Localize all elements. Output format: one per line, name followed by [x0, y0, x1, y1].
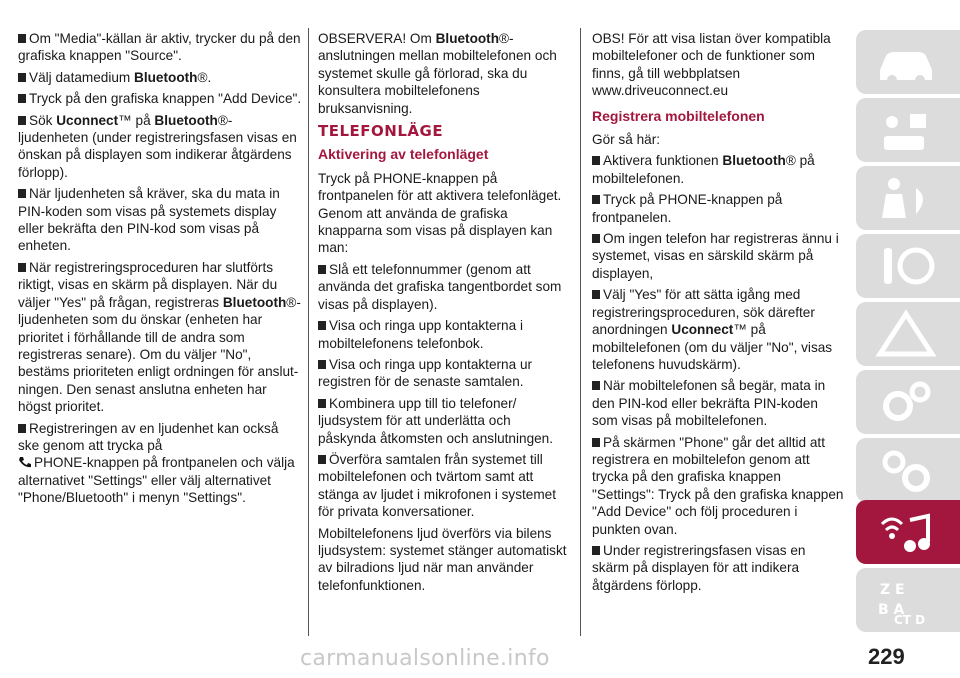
bullet-box	[18, 189, 26, 198]
bullet-box	[318, 321, 326, 330]
bullet-item	[18, 90, 302, 107]
bullet-text: ®.	[197, 69, 212, 85]
bullet-box	[592, 156, 600, 165]
bullet-box	[318, 455, 326, 464]
bullet-box	[592, 438, 600, 447]
bullet-item	[18, 30, 302, 65]
column-divider	[580, 28, 581, 636]
bullet-text: PHONE-knappen på frontpanelen och välja alternativet "Settings" eller välj alternativet "Phone/Bluetooth" i menyn "Settings".	[18, 455, 295, 506]
bullet-text: Aktivera funktionen	[603, 153, 723, 169]
bullet-item	[318, 451, 570, 521]
outro-paragraph: Mobiltelefonens ljud överförs via bilens ljudsystem: systemet stänger automatiskt av bilradions ljud när man använder telefonfunktionen.	[318, 525, 567, 593]
page-number: 229	[868, 644, 905, 669]
bullet-text: Uconnect	[671, 322, 734, 338]
dashboard-lights-icon	[870, 104, 942, 156]
bullet-box	[592, 546, 600, 555]
subsection-heading: Aktivering av telefonläget	[318, 146, 489, 163]
bullet-item	[592, 377, 844, 429]
bullet-text: Tryck på den grafiska knappen "Add Device".	[29, 91, 302, 107]
tab-multimedia[interactable]	[856, 500, 960, 564]
index-letters-icon	[870, 574, 942, 626]
column-left	[18, 30, 302, 511]
gears-icon	[870, 444, 942, 496]
bullet-box	[592, 234, 600, 243]
bullet-text: Om ingen telefon har registreras ännu i systemet, visas en särskild skärm på displayen,	[592, 231, 839, 281]
chapter-sidebar	[856, 0, 960, 678]
bullet-box	[18, 424, 26, 433]
bullet-text: När mobiltelefonen så begär, mata in den PIN-kod eller bekräfta PIN-koden som visas på mobiltelefonen.	[592, 378, 826, 429]
bullet-text: När ljudenheten så kräver, ska du mata in PIN-koden som visas på systemets display eller bekräfta den PIN-kod som visas på enheten.	[18, 186, 280, 254]
tab-technical-data[interactable]	[856, 438, 960, 502]
subsection-heading: Registrera mobiltelefonen	[592, 107, 765, 124]
bullet-text: ® på mobiltelefonen.	[592, 153, 815, 186]
watermark: carmanualsonline.info	[300, 646, 550, 671]
intro-paragraph: Genom att använda de grafiska knapparna som visas på displayen kan man:	[318, 205, 553, 256]
bullet-box	[592, 195, 600, 204]
bullet-text: När registreringsproceduren har slutförts riktigt, visas en skärm på displayen. När du väljer "Yes" på frågan, registreras	[18, 259, 278, 310]
bullet-box	[318, 360, 326, 369]
bullet-text: Under registreringsfasen visas en skärm på displayen för att indikera åtgärdens förlopp.	[592, 542, 806, 593]
tab-dashboard[interactable]	[856, 98, 960, 162]
tab-starting-driving[interactable]	[856, 234, 960, 298]
bullet-text: Välj datamedium	[29, 69, 135, 85]
bullet-box	[18, 116, 26, 125]
tab-emergency[interactable]	[856, 302, 960, 366]
svg-text:B A: B A	[878, 602, 905, 618]
bullet-item	[592, 191, 844, 226]
tab-maintenance[interactable]	[856, 370, 960, 434]
phone-icon	[18, 455, 34, 470]
bullet-text: Bluetooth	[134, 69, 198, 85]
bullet-text: Uconnect	[56, 112, 119, 128]
bullet-text: Tryck på PHONE-knappen på frontpanelen.	[592, 192, 783, 225]
bullet-item	[318, 261, 570, 313]
column-right	[592, 30, 844, 598]
bullet-item	[592, 542, 844, 594]
key-steering-icon	[870, 240, 942, 292]
multimedia-icon	[870, 506, 942, 558]
bullet-box	[592, 290, 600, 299]
bullet-item	[592, 434, 844, 538]
bullet-box	[18, 263, 26, 272]
bullet-item	[18, 112, 302, 182]
bullet-box	[18, 73, 26, 82]
bullet-box	[318, 265, 326, 274]
tab-index[interactable]	[856, 568, 960, 632]
bullet-text: Välj "Yes" för att sätta igång med registreringsproceduren, sök därefter anordningen	[592, 287, 815, 338]
bullet-text: Överföra samtalen från systemet till mobiltelefonen och tvärtom samt att stänga av ljudet i mikrofonen i systemet för privata konversationer.	[318, 451, 557, 520]
intro-paragraph: Tryck på PHONE-knappen på frontpanelen för att aktivera telefonläget.	[318, 170, 562, 204]
tab-car[interactable]	[856, 30, 960, 94]
note-paragraph: OBSERVERA! Om Bluetooth®-anslutningen mellan mobiltelefonen och systemet skulle gå förlorad, ska du konsultera mobiltelefonens bruksanvisning.	[318, 31, 557, 116]
bullet-text: ™ på	[118, 112, 155, 128]
bullet-text: Registreringen av en ljudenhet kan också ske genom att trycka på	[18, 420, 279, 453]
bullet-text: Kombinera upp till tio telefoner/ ljudsystem för att underlätta och påskynda åtkomsten och anslutningen.	[318, 395, 554, 446]
bullet-item	[18, 420, 302, 507]
column-divider	[308, 28, 309, 636]
bullet-item	[18, 69, 302, 86]
bullet-box	[18, 94, 26, 103]
bullet-text: På skärmen "Phone" går det alltid att registrera en mobiltelefon genom att trycka på den grafiska knappen "Settings": Tryck på den grafiska knappen "Add Device" och följ proceduren i punkten ovan.	[592, 434, 844, 537]
bullet-list	[318, 261, 570, 521]
tab-safety[interactable]	[856, 166, 960, 230]
gears-icon	[870, 376, 942, 428]
seatbelt-airbag-icon	[870, 172, 942, 224]
bullet-text: Om "Media"-källan är aktiv, trycker du på den grafiska knappen "Source".	[18, 31, 301, 64]
bullet-list	[592, 152, 844, 594]
bullet-item	[592, 230, 844, 282]
bullet-text: Slå ett telefonnummer (genom att använda det grafiska tangentbordet som visas på displayen).	[318, 261, 562, 312]
svg-text:Z E: Z E	[880, 582, 905, 598]
svg-text:CT D: CT D	[894, 613, 926, 626]
lead-paragraph: Gör så här:	[592, 132, 660, 148]
bullet-box	[18, 34, 26, 43]
bullet-text: ®-ljudenheten (under registreringsfasen visas en önskan på displayen som indikerar åtgärdens förlopp).	[18, 112, 297, 180]
bullet-item	[592, 286, 844, 373]
bullet-item	[318, 356, 570, 391]
bullet-text: Sök	[29, 112, 57, 128]
car-icon	[870, 36, 942, 88]
bullet-text: Bluetooth	[722, 153, 786, 169]
bullet-text: Bluetooth	[222, 294, 287, 310]
bullet-box	[318, 399, 326, 408]
bullet-text: ®-ljudenheten som du önskar (enheten har prioritet i förhållande till de andra som registreras senare). Om du väljer "No", bestäms prioriteten enligt ordningen för anslut-ningen. Den senast anslutna enheten har högst prioritet.	[18, 294, 301, 415]
bullet-item	[318, 317, 570, 352]
bullet-text: ™ på mobiltelefonen (om du väljer "No", visas telefonens huvudskärm).	[592, 322, 833, 372]
bullet-item	[318, 395, 570, 447]
warning-triangle-icon	[870, 308, 942, 360]
bullet-text: Visa och ringa upp kontakterna ur registren för de senaste samtalen.	[318, 356, 533, 390]
bullet-text: Bluetooth	[154, 112, 218, 128]
note-paragraph: OBS! För att visa listan över kompatibla mobiltelefoner och de funktioner som finns, gå till webbplatsen www.driveuconnect.eu	[592, 31, 831, 99]
bullet-item	[18, 259, 302, 416]
bullet-item	[592, 152, 844, 187]
bullet-item	[18, 185, 302, 255]
section-heading: TELEFONLÄGE	[318, 122, 444, 141]
column-middle	[318, 30, 570, 598]
bullet-box	[592, 381, 600, 390]
bullet-text: Visa och ringa upp kontakterna i mobiltelefonens telefonbok.	[318, 318, 523, 351]
